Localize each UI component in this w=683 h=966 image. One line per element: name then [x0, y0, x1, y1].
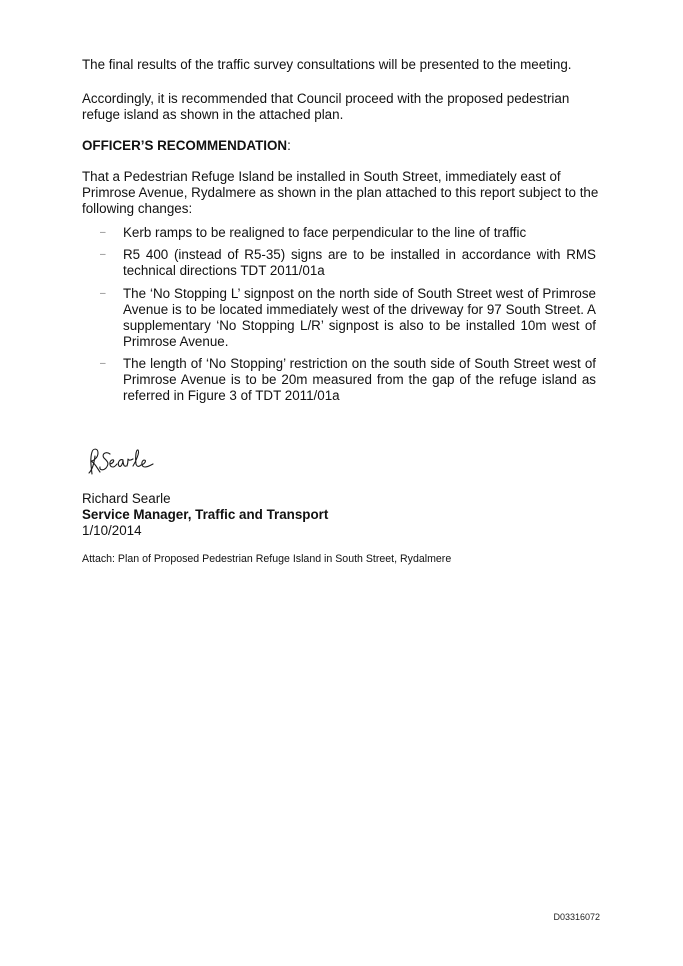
recommendation-heading-colon: : [287, 138, 291, 153]
paragraph-recommendation-text: That a Pedestrian Refuge Island be installed in South Street, immediately east of Primrose Avenue, Rydalmere as shown in the plan attached to this report subject to the following changes: [82, 169, 599, 216]
list-item-text: The length of ‘No Stopping’ restriction on the south side of South Street west of Primrose Avenue is to be 20m measured from the gap of the refuge island as referred in Figure 3 of TDT 2011/01a [123, 356, 596, 403]
handwritten-signature [86, 446, 158, 476]
list-item-text: R5 400 (instead of R5-35) signs are to be installed in accordance with RMS technical directions TDT 2011/01a [123, 247, 596, 278]
attachment-note: Attach: Plan of Proposed Pedestrian Refuge Island in South Street, Rydalmere [82, 553, 452, 565]
list-item-text: Kerb ramps to be realigned to face perpendicular to the line of traffic [123, 225, 527, 240]
signatory-title: Service Manager, Traffic and Transport [82, 507, 329, 522]
paragraph-recommendation-intro: Accordingly, it is recommended that Council proceed with the proposed pedestrian refuge island as shown in the attached plan. [82, 91, 570, 122]
bullet-dash: – [100, 288, 106, 299]
signatory-name: Richard Searle [82, 491, 171, 506]
bullet-dash: – [100, 358, 106, 369]
list-item-text: The ‘No Stopping L’ signpost on the north side of South Street west of Primrose Avenue is to be located immediately west of the driveway for 97 South Street. A supplementary ‘No Stopping L/R’ signpost is also to be installed 10m west of Primrose Avenue. [123, 286, 596, 349]
bullet-dash: – [100, 227, 106, 238]
paragraph-survey-results: The final results of the traffic survey consultations will be presented to the meeting. [82, 57, 572, 72]
signature-date: 1/10/2014 [82, 523, 142, 538]
signature-block [82, 491, 328, 539]
recommendation-heading [82, 138, 291, 154]
document-reference: D03316072 [553, 912, 600, 922]
recommendation-heading-text: OFFICER’S RECOMMENDATION [82, 138, 288, 153]
bullet-dash: – [100, 249, 106, 260]
